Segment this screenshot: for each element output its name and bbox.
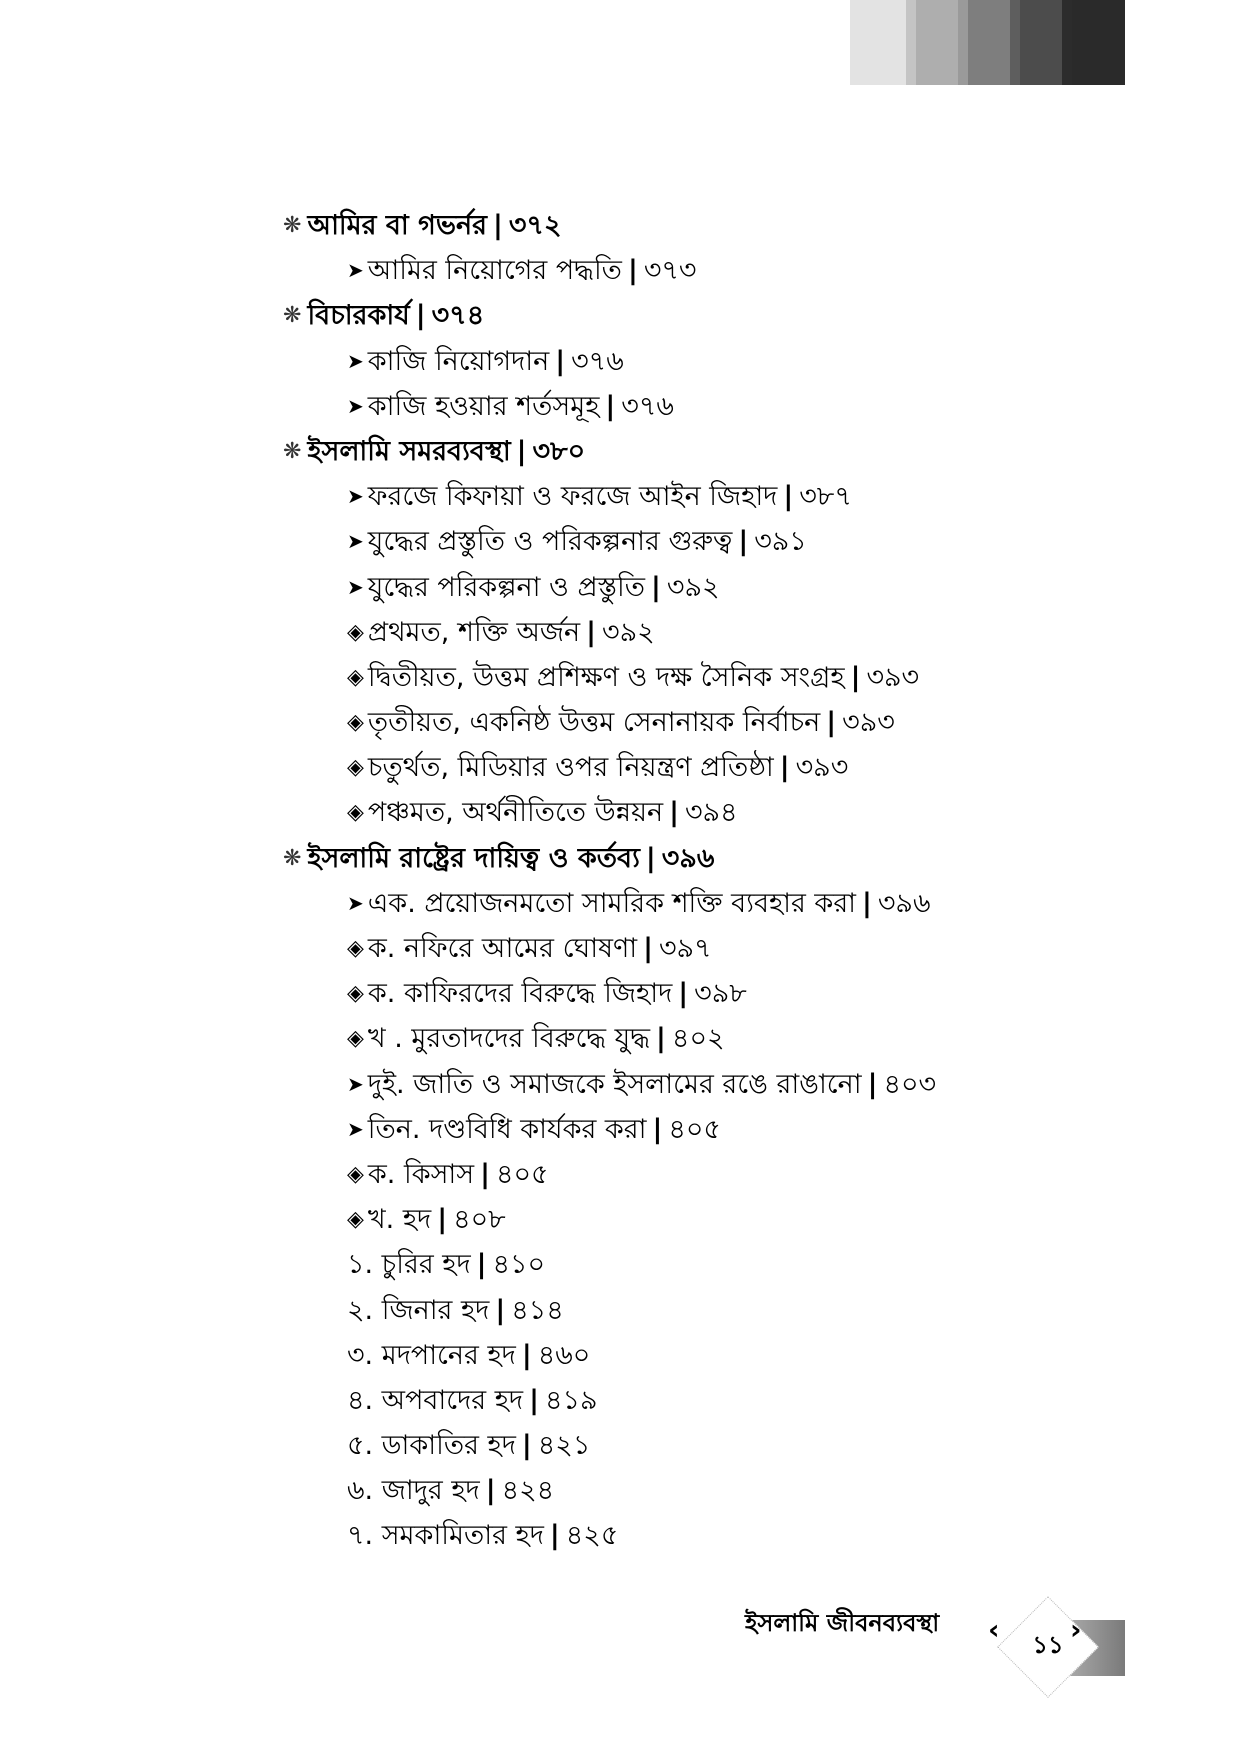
diamond-bullet-icon: ◈ bbox=[347, 936, 364, 961]
diamond-bullet-icon: ◈ bbox=[347, 664, 364, 690]
toc-entry-page: ৩৯৪ bbox=[684, 797, 738, 829]
arrow-right-icon: ➤ bbox=[347, 393, 364, 418]
toc-separator: | bbox=[656, 1023, 666, 1055]
toc-entry-page: ৪০৮ bbox=[453, 1204, 506, 1236]
footer-book-title: ইসলামি জীবনব্যবস্থা bbox=[745, 1609, 940, 1637]
toc-entry-page: ৪০৫ bbox=[495, 1158, 549, 1190]
toc-entry-title: দুই. জাতি ও সমাজকে ইসলামের রঙে রাঙানো bbox=[367, 1068, 862, 1100]
arrow-right-icon: ➤ bbox=[347, 529, 364, 554]
toc-entry-title: ৫. ডাকাতির হদ bbox=[347, 1430, 516, 1462]
page-number: ১১ bbox=[1032, 1631, 1064, 1659]
flower-icon: ❋ bbox=[283, 303, 302, 329]
toc-entry-title: ৪. অপবাদের হদ bbox=[347, 1384, 524, 1416]
toc-entry-title: কাজি হওয়ার শর্তসমূহ bbox=[367, 390, 600, 422]
toc-entry bbox=[283, 655, 1183, 700]
toc-entry bbox=[283, 1107, 1183, 1152]
toc-separator: | bbox=[678, 978, 689, 1010]
chevron-right-icon: › bbox=[1070, 1613, 1082, 1646]
toc-entry bbox=[283, 429, 1183, 474]
toc-entry-page: ৪২১ bbox=[537, 1430, 591, 1462]
toc-entry bbox=[283, 790, 1183, 835]
toc-entry-page: ৪২৫ bbox=[565, 1520, 619, 1552]
toc-entry-page: ৩৭৬ bbox=[571, 345, 624, 377]
toc-entry-page: ৩৯৬ bbox=[877, 887, 931, 919]
diamond-bullet-icon: ◈ bbox=[347, 710, 364, 736]
arrow-right-icon: ➤ bbox=[347, 484, 364, 509]
toc-entry-title: খ . মুরতাদদের বিরুদ্ধে যুদ্ধ bbox=[367, 1023, 651, 1055]
toc-entry-page: ৩৯৩ bbox=[866, 661, 920, 693]
toc-separator: | bbox=[826, 707, 837, 739]
toc-entry-page: ৩৯২ bbox=[666, 571, 720, 603]
toc-entry-title: তৃতীয়ত, একনিষ্ঠ উত্তম সেনানায়ক নির্বাচন bbox=[367, 707, 821, 739]
diamond-bullet-icon: ◈ bbox=[347, 619, 364, 645]
toc-separator: | bbox=[862, 887, 872, 919]
toc-separator: | bbox=[555, 345, 566, 377]
diamond-bullet-icon: ◈ bbox=[347, 755, 364, 781]
flower-icon: ❋ bbox=[283, 438, 302, 464]
arrow-right-icon: ➤ bbox=[347, 348, 364, 373]
toc-separator: | bbox=[485, 1475, 496, 1507]
diamond-bullet-icon: ◈ bbox=[347, 800, 364, 826]
toc-entry-page: ৪২৪ bbox=[501, 1475, 555, 1507]
toc-entry-title: কাজি নিয়োগদান bbox=[367, 345, 550, 377]
toc-entry-page: ৩৭৬ bbox=[621, 390, 674, 422]
toc-entry-title: ইসলামি সমরব্যবস্থা bbox=[307, 435, 511, 467]
toc-entry bbox=[283, 293, 1183, 338]
toc-separator: | bbox=[605, 390, 616, 422]
toc-separator: | bbox=[669, 797, 679, 829]
toc-entry-title: ফরজে কিফায়া ও ফরজে আইন জিহাদ bbox=[367, 481, 778, 513]
header-bar bbox=[906, 0, 916, 85]
arrow-right-icon: ➤ bbox=[347, 574, 364, 599]
toc-separator: | bbox=[480, 1158, 490, 1190]
toc-entry bbox=[283, 1423, 1183, 1468]
toc-entry-page: ৩৯৩ bbox=[842, 707, 895, 739]
arrow-right-icon: ➤ bbox=[347, 890, 364, 915]
toc-entry-title: তিন. দণ্ডবিধি কার্যকর করা bbox=[367, 1113, 647, 1145]
toc-separator: | bbox=[586, 616, 597, 648]
toc-entry-page: ৪০৫ bbox=[668, 1113, 721, 1145]
toc-entry-page: ৩৮৭ bbox=[799, 481, 852, 513]
header-bar bbox=[968, 0, 1010, 85]
toc-entry-title: ইসলামি রাষ্ট্রের দায়িত্ব ও কর্তব্য bbox=[307, 842, 640, 874]
toc-entry-page: ৩৯১ bbox=[754, 526, 807, 558]
toc-separator: | bbox=[738, 526, 749, 558]
header-bar bbox=[850, 0, 906, 85]
toc-entry-page: ৪৬০ bbox=[537, 1339, 591, 1371]
toc-separator: | bbox=[415, 300, 426, 332]
toc-entry-title: যুদ্ধের প্রস্তুতি ও পরিকল্পনার গুরুত্ব bbox=[367, 526, 733, 558]
toc-entry bbox=[283, 1152, 1183, 1197]
toc-entry bbox=[283, 248, 1183, 293]
toc-entry bbox=[283, 1333, 1183, 1378]
toc-entry-page: ৩৯৬ bbox=[661, 842, 715, 874]
toc-separator: | bbox=[529, 1384, 539, 1416]
toc-entry-title: ক. নফিরে আমের ঘোষণা bbox=[367, 933, 638, 964]
toc-entry bbox=[283, 1513, 1183, 1558]
toc-entry bbox=[283, 519, 1183, 564]
toc-entry-page: ৩৯২ bbox=[602, 616, 655, 648]
page-number-badge bbox=[998, 1597, 1098, 1697]
toc-entry bbox=[283, 1016, 1183, 1061]
toc-entry-page: ৪০৩ bbox=[883, 1068, 937, 1100]
header-bar bbox=[958, 0, 968, 85]
toc-separator: | bbox=[783, 481, 794, 513]
toc-entry bbox=[283, 1062, 1183, 1107]
toc-entry-page: ৪০২ bbox=[671, 1023, 725, 1055]
toc-entry-page: ৩৯৭ bbox=[658, 933, 712, 964]
toc-entry-title: পঞ্চমত, অর্থনীতিতে উন্নয়ন bbox=[367, 797, 664, 829]
toc-separator: | bbox=[516, 435, 527, 467]
toc-entry-title: ৩. মদপানের হদ bbox=[347, 1339, 516, 1371]
toc-entry bbox=[283, 384, 1183, 429]
toc-entry-title: ১. চুরির হদ bbox=[347, 1249, 471, 1281]
toc-entry bbox=[283, 203, 1183, 248]
header-bar bbox=[1020, 0, 1062, 85]
toc-separator: | bbox=[850, 661, 861, 693]
toc-entry bbox=[283, 971, 1183, 1016]
toc-separator: | bbox=[627, 255, 638, 287]
diamond-bullet-icon: ◈ bbox=[347, 981, 364, 1007]
toc-entry bbox=[283, 1288, 1183, 1333]
toc-separator: | bbox=[867, 1068, 878, 1100]
toc-entry-page: ৩৯৩ bbox=[795, 752, 849, 784]
header-bar bbox=[1062, 0, 1072, 85]
toc-separator: | bbox=[643, 933, 653, 964]
diamond-bullet-icon: ◈ bbox=[347, 1161, 364, 1187]
toc-entry bbox=[283, 700, 1183, 745]
toc-entry bbox=[283, 881, 1183, 926]
toc-separator: | bbox=[645, 842, 656, 874]
flower-icon: ❋ bbox=[283, 845, 302, 871]
toc-entry-page: ৪১০ bbox=[492, 1249, 546, 1281]
toc-entry-title: ৭. সমকামিতার হদ bbox=[347, 1520, 544, 1552]
header-decoration bbox=[850, 0, 1125, 85]
table-of-contents bbox=[283, 203, 1183, 1559]
toc-entry-title: ক. কাফিরদের বিরুদ্ধে জিহাদ bbox=[367, 978, 673, 1010]
arrow-right-icon: ➤ bbox=[347, 1071, 364, 1096]
toc-separator: | bbox=[521, 1430, 532, 1462]
header-bar bbox=[916, 0, 958, 85]
toc-separator: | bbox=[492, 210, 503, 241]
toc-entry bbox=[283, 1378, 1183, 1423]
toc-entry-page: ৪১৪ bbox=[511, 1294, 564, 1326]
toc-entry-page: ৩৮০ bbox=[532, 435, 586, 467]
toc-separator: | bbox=[495, 1294, 506, 1326]
toc-entry-title: ২. জিনার হদ bbox=[347, 1294, 490, 1326]
toc-separator: | bbox=[779, 752, 790, 784]
toc-entry-title: ৬. জাদুর হদ bbox=[347, 1475, 480, 1507]
toc-entry-page: ৩৭২ bbox=[508, 210, 562, 241]
toc-entry-title: বিচারকার্য bbox=[307, 300, 410, 332]
toc-entry bbox=[283, 836, 1183, 881]
diamond-bullet-icon: ◈ bbox=[347, 1207, 364, 1233]
toc-entry bbox=[283, 1468, 1183, 1513]
toc-entry bbox=[283, 926, 1183, 971]
toc-separator: | bbox=[521, 1339, 532, 1371]
toc-entry bbox=[283, 1197, 1183, 1242]
toc-separator: | bbox=[549, 1520, 560, 1552]
toc-entry-page: ৩৭৩ bbox=[643, 255, 697, 287]
flower-icon: ❋ bbox=[283, 213, 302, 238]
toc-entry-title: যুদ্ধের পরিকল্পনা ও প্রস্তুতি bbox=[367, 571, 646, 603]
toc-entry-title: এক. প্রয়োজনমতো সামরিক শক্তি ব্যবহার করা bbox=[367, 887, 856, 919]
toc-separator: | bbox=[652, 1113, 663, 1145]
toc-entry-title: দ্বিতীয়ত, উত্তম প্রশিক্ষণ ও দক্ষ সৈনিক সংগ্রহ bbox=[367, 661, 845, 693]
toc-entry-title: আমির নিয়োগের পদ্ধতি bbox=[367, 255, 622, 287]
arrow-right-icon: ➤ bbox=[347, 1116, 364, 1141]
header-bar bbox=[1072, 0, 1125, 85]
toc-entry-title: ক. কিসাস bbox=[367, 1158, 475, 1190]
toc-entry-title: খ. হদ bbox=[367, 1204, 432, 1236]
toc-entry-title: প্রথমত, শক্তি অর্জন bbox=[367, 616, 581, 648]
toc-separator: | bbox=[437, 1204, 448, 1236]
toc-entry-page: ৩৭৪ bbox=[431, 300, 485, 332]
chevron-left-icon: ‹ bbox=[988, 1613, 1000, 1646]
toc-entry bbox=[283, 745, 1183, 790]
toc-entry-title: চতুর্থত, মিডিয়ার ওপর নিয়ন্ত্রণ প্রতিষ্ঠা bbox=[367, 752, 774, 784]
toc-separator: | bbox=[651, 571, 661, 603]
toc-entry-page: ৩৯৮ bbox=[694, 978, 747, 1010]
toc-entry-title: আমির বা গভর্নর bbox=[307, 210, 487, 241]
toc-entry bbox=[283, 339, 1183, 384]
toc-entry bbox=[283, 474, 1183, 519]
toc-entry bbox=[283, 1242, 1183, 1287]
toc-entry-page: ৪১৯ bbox=[544, 1384, 598, 1416]
diamond-bullet-icon: ◈ bbox=[347, 1026, 364, 1052]
arrow-right-icon: ➤ bbox=[347, 258, 364, 283]
toc-entry bbox=[283, 565, 1183, 610]
header-bar bbox=[1010, 0, 1020, 85]
toc-entry bbox=[283, 610, 1183, 655]
toc-separator: | bbox=[476, 1249, 487, 1281]
